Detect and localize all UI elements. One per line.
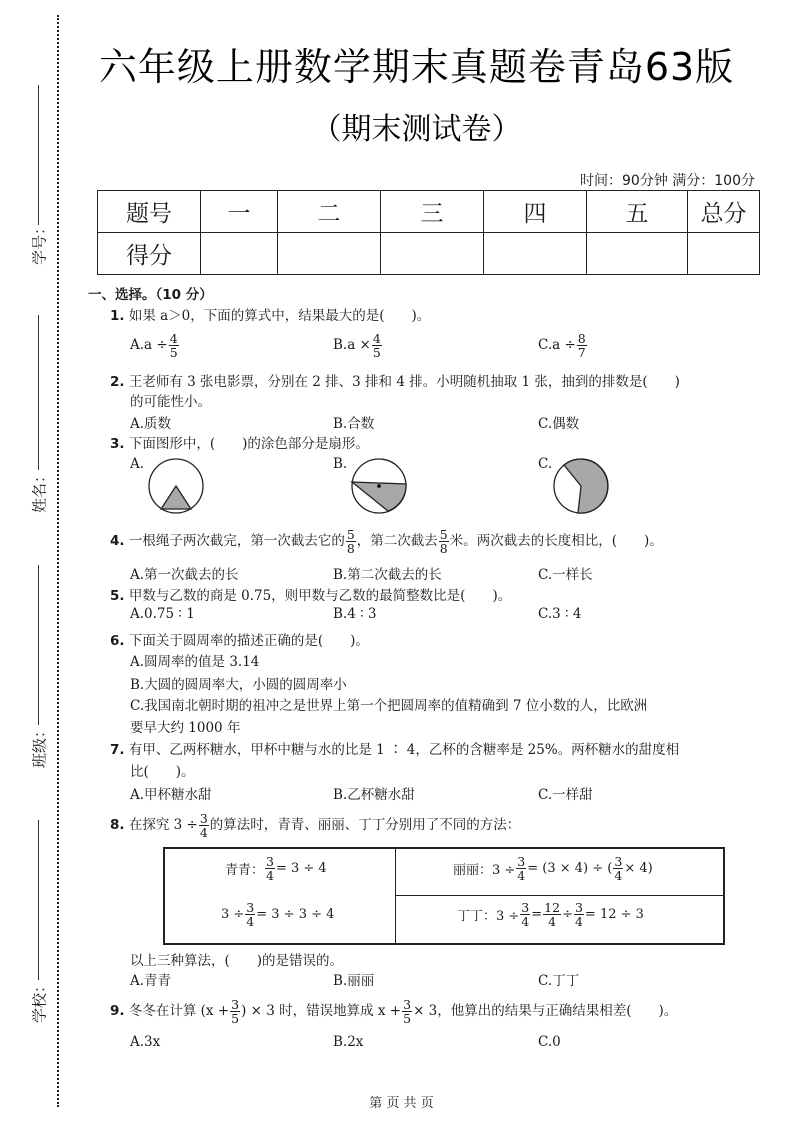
- score-cell[interactable]: [688, 233, 760, 275]
- q7-option-a[interactable]: A.甲杯糖水甜: [130, 787, 212, 803]
- q1-option-c[interactable]: C.a ÷ $\frac{8}{7}$: [538, 331, 586, 360]
- qingqing-method-1: 青青： $\frac{3}{4}$ = 3 ÷ 4: [225, 854, 327, 883]
- student-id-label: 学号：: [30, 220, 49, 266]
- circle-triangle-figure: [146, 458, 206, 514]
- name-label: 姓名：: [30, 468, 49, 514]
- q8-option-a[interactable]: A.青青: [130, 973, 172, 989]
- q2-option-c[interactable]: C.偶数: [538, 416, 580, 432]
- page-title: 六年级上册数学期末真题卷青岛63版: [98, 45, 735, 89]
- page-footer: 第 页 共 页: [369, 1096, 434, 1111]
- q5-option-a[interactable]: A.0.75 ∶ 1: [130, 606, 195, 622]
- q1-option-a[interactable]: A.a ÷ $\frac{4}{5}$: [130, 331, 178, 360]
- question-8-prompt: 以上三种算法，( )的是错误的。: [130, 953, 344, 969]
- question-7-cont: 比( )。: [130, 764, 195, 780]
- circle-sector-figure: [550, 458, 612, 514]
- q8-option-b[interactable]: B.丽丽: [333, 973, 375, 989]
- q1-option-b[interactable]: B.a × $\frac{4}{5}$: [333, 331, 381, 360]
- q5-option-b[interactable]: B.4 ∶ 3: [333, 606, 377, 622]
- q2-option-b[interactable]: B.合数: [333, 416, 375, 432]
- question-5: 5. 甲数与乙数的商是 0.75，则甲数与乙数的最简整数比是( )。: [110, 588, 512, 604]
- question-2-cont: 的可能性小。: [130, 394, 211, 410]
- question-7: 7. 有甲、乙两杯糖水，甲杯中糖与水的比是 1 ∶ 4，乙杯的含糖率是 25%。两杯糖水的甜度相: [110, 742, 680, 758]
- q6-option-c-cont: 要早大约 1000 年: [130, 720, 241, 736]
- methods-box: [163, 847, 725, 945]
- q6-option-a[interactable]: A.圆周率的值是 3.14: [130, 654, 260, 670]
- score-cell[interactable]: [484, 233, 587, 275]
- q4-option-c[interactable]: C.一样长: [538, 567, 593, 583]
- question-9: 9. 冬冬在计算 (x + $\frac{3}{5}$ ) × 3 时，错误地算成 x + $\frac{3}{5}$ × 3，他算出的结果与正确结果相差( )。: [110, 997, 678, 1026]
- q3-option-c[interactable]: C.: [538, 456, 553, 472]
- q4-option-b[interactable]: B.第二次截去的长: [333, 567, 442, 583]
- question-8: 8. 在探究 3 ÷ $\frac{3}{4}$ 的算法时，青青、丽丽、丁丁分别用了不同的方法：: [110, 811, 521, 840]
- page-subtitle: （期末测试卷）: [311, 112, 522, 147]
- name-line: [38, 315, 39, 470]
- header-cell: 四: [484, 191, 587, 233]
- q8-option-c[interactable]: C.丁丁: [538, 973, 580, 989]
- class-label: 班级：: [30, 723, 49, 769]
- exam-time-score: 时间：90分钟 满分：100分: [580, 173, 755, 189]
- q6-option-b[interactable]: B.大圆的圆周率大，小圆的圆周率小: [130, 677, 347, 693]
- q6-option-c[interactable]: C.我国南北朝时期的祖冲之是世界上第一个把圆周率的值精确到 7 位小数的人，比欧洲: [130, 698, 648, 714]
- score-cell[interactable]: [201, 233, 278, 275]
- q9-option-c[interactable]: C.0: [538, 1034, 561, 1050]
- question-2: 2. 王老师有 3 张电影票，分别在 2 排、3 排和 4 排。小明随机抽取 1 张，抽到的排数是( ): [110, 374, 680, 390]
- score-cell[interactable]: [381, 233, 484, 275]
- q7-option-b[interactable]: B.乙杯糖水甜: [333, 787, 415, 803]
- dingding-method: 丁丁：3 ÷ $\frac{3}{4}$ = $\frac{12}{4}$ ÷ $\frac{3}{4}$ = 12 ÷ 3: [457, 900, 644, 929]
- section-heading: 一、选择。（10 分）: [88, 287, 213, 303]
- question-3: 3. 下面图形中，( )的涂色部分是扇形。: [110, 436, 369, 452]
- question-6: 6. 下面关于圆周率的描述正确的是( )。: [110, 633, 369, 649]
- header-cell: 二: [278, 191, 381, 233]
- school-label: 学校：: [30, 978, 49, 1024]
- q2-option-a[interactable]: A.质数: [130, 416, 172, 432]
- table-row: [98, 191, 760, 233]
- q3-option-b[interactable]: B.: [333, 456, 348, 472]
- q9-option-b[interactable]: B.2x: [333, 1034, 364, 1050]
- q3-option-a[interactable]: A.: [130, 456, 145, 472]
- class-line: [38, 565, 39, 725]
- header-cell: 一: [201, 191, 278, 233]
- header-cell: 题号: [98, 191, 201, 233]
- header-cell: 三: [381, 191, 484, 233]
- score-cell[interactable]: [278, 233, 381, 275]
- score-cell[interactable]: [587, 233, 688, 275]
- lili-method: 丽丽：3 ÷ $\frac{3}{4}$ = (3 × 4) ÷ ( $\frac{3}{4}$ × 4): [453, 854, 653, 883]
- circle-chord-figure: [348, 458, 410, 514]
- q9-option-a[interactable]: A.3x: [130, 1034, 161, 1050]
- score-label-cell: 得分: [98, 233, 201, 275]
- question-1: 1. 如果 a＞0，下面的算式中，结果最大的是( )。: [110, 308, 431, 324]
- header-cell: 总分: [688, 191, 760, 233]
- question-4: 4. 一根绳子两次截完，第一次截去它的 $\frac{5}{8}$ ，第二次截去 $\frac{5}{8}$ 米。两次截去的长度相比，( )。: [110, 527, 663, 556]
- header-cell: 五: [587, 191, 688, 233]
- score-table: [97, 190, 760, 275]
- q5-option-c[interactable]: C.3 ∶ 4: [538, 606, 582, 622]
- table-row: [98, 233, 760, 275]
- q7-option-c[interactable]: C.一样甜: [538, 787, 593, 803]
- qingqing-method-2: 3 ÷ $\frac{3}{4}$ = 3 ÷ 3 ÷ 4: [221, 900, 335, 929]
- binding-cut-line: [57, 15, 59, 1107]
- q4-option-a[interactable]: A.第一次截去的长: [130, 567, 239, 583]
- school-line: [38, 820, 39, 980]
